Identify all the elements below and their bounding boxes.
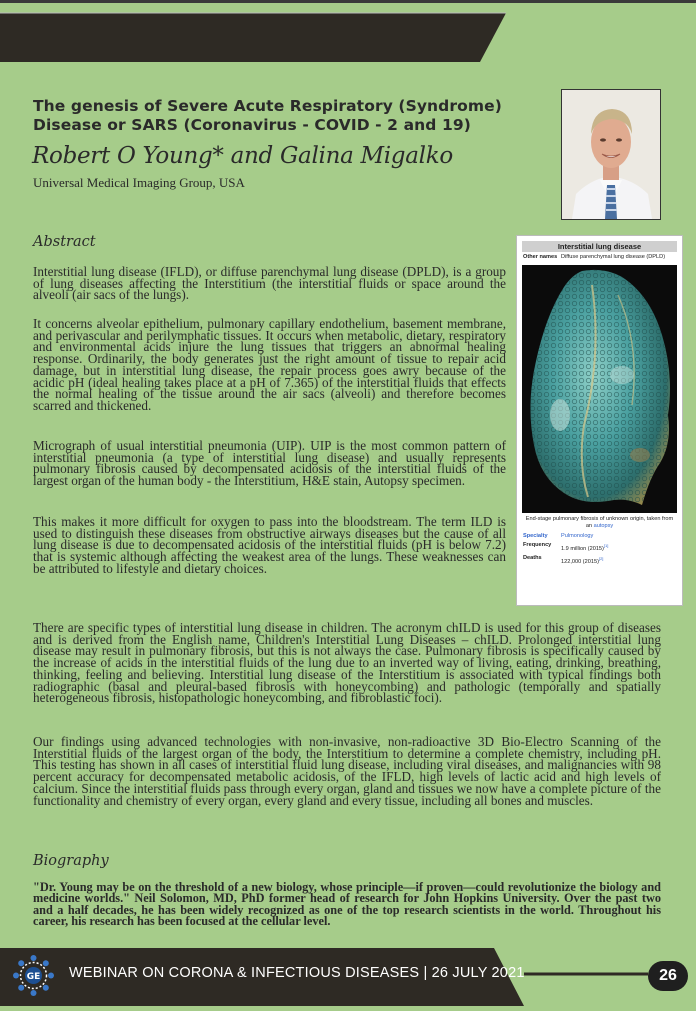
infobox-label[interactable]: Specialty bbox=[523, 533, 548, 539]
infobox-label: Other names bbox=[523, 254, 558, 260]
infobox-row-other-names bbox=[523, 254, 676, 261]
biography-text: "Dr. Young may be on the threshold of a new biology, whose principle—if proven—could revolutionize the biology and medicine worlds." Neil Solomon, MD, PhD former head of research for John Hopkins University. Over the past two and a half decades, he has been widely recognized as one of the top research scientists in the world. Throughout his career, his research has been focused at the cellular level. bbox=[33, 880, 661, 928]
biography-heading: Biography bbox=[33, 853, 109, 869]
abstract-heading: Abstract bbox=[33, 234, 96, 250]
reference-link[interactable]: [2] bbox=[598, 555, 604, 561]
infobox-row-frequency bbox=[523, 542, 676, 553]
conference-logo bbox=[13, 955, 54, 996]
affiliation: Universal Medical Imaging Group, USA bbox=[33, 175, 245, 190]
abstract-paragraph: Micrograph of usual interstitial pneumonia (UIP). UIP is the most common pattern of interstitial pneumonia (a type of interstitial lung disease) and usually represents pulmonary fibrosis caused by decompensated acidosis of the interstitial fluids of the largest organ of the human body - the Interstitium, H&E stain, Autopsy specimen. bbox=[33, 438, 506, 489]
infobox-row-specialty bbox=[523, 533, 676, 540]
autopsy-link[interactable]: autopsy bbox=[593, 523, 614, 529]
abstract-paragraph: Our findings using advanced technologies with non-invasive, non-radioactive 3D Bio-Electro Scanning of the Interstitial fluids of the largest organ of the body, the Interstitium to determine a complete chemistry, including pH. This testing has shown in all cases of interstitial fluid lung disease, including viral diseases, and malignancies with 98 percent accuracy for decompensated metabolic acidosis, of the IFLD, high levels of lactic acid and high levels of calcium. Since the interstitial fluids pass through every organ, gland and tissues we now have a complete picture of the functionality and chemistry of every organ, every gland and every tissue, including all bones and muscles. bbox=[33, 734, 661, 808]
logo-text: GE bbox=[26, 972, 41, 982]
specialty-link[interactable]: Pulmonology bbox=[561, 533, 594, 539]
footer-title: WEBINAR ON CORONA & INFECTIOUS DISEASES | 26 JULY 2021 bbox=[69, 965, 525, 981]
abstract-paragraph: Interstitial lung disease (IFLD), or diffuse parenchymal lung disease (DPLD), is a group of lung diseases affecting the Interstitium (the interstitial fluids or space around the alveoli (air sacs of the lungs). bbox=[33, 264, 506, 303]
caption-text: End-stage pulmonary fibrosis of unknown origin, taken from an bbox=[525, 516, 674, 529]
deaths-value: 122,000 (2015) bbox=[561, 558, 599, 565]
infobox-label: Deaths bbox=[523, 554, 542, 561]
author-photo bbox=[561, 89, 661, 220]
infobox-row-deaths bbox=[523, 555, 676, 566]
page-number: 26 bbox=[648, 961, 688, 991]
infobox-caption bbox=[523, 516, 676, 530]
reference-link[interactable]: [1] bbox=[603, 543, 609, 548]
lung-specimen-image bbox=[522, 265, 677, 513]
abstract-paragraph: This makes it more difficult for oxygen to pass into the bloodstream. The term ILD is used to distinguish these diseases from obstructive airways diseases but the cause of all lung disease is due to decompensated acidosis of the interstitial fluids (pH is below 7.2) that is systemic although affecting the weakest area of the lungs. These weaknesses can be attributed to lifestyle and dietary choices. bbox=[33, 514, 506, 576]
infobox-title: Interstitial lung disease bbox=[522, 241, 677, 252]
infobox-label: Frequency bbox=[523, 542, 552, 548]
authors: Robert O Young* and Galina Migalko bbox=[32, 143, 453, 169]
infobox-value: Diffuse parenchymal lung disease (DPLD) bbox=[561, 254, 666, 260]
abstract-paragraph: It concerns alveolar epithelium, pulmonary capillary endothelium, basement membrane, and perivascular and perilymphatic tissues. It occurs when metabolic, dietary, respiratory and environmental acids injure the lung tissues that triggers an abnormal healing response. Ordinarily, the body generates just the right amount of tissue to repair acid damage, but in interstitial lung disease, the repair process goes awry because of the acidic pH (ideal healing takes place at a pH of 7.365) of the interstitial fluids that effects the normal healing of the tissue around the air sacs (alveoli) and therefore becomes scarred and thickened. bbox=[33, 316, 506, 413]
abstract-paragraph: There are specific types of interstitial lung disease in children. The acronym chILD is used for this group of diseases and is derived from the English name, Children's Interstitial Lung Diseases – chILD. Prolonged interstitial lung disease may result in pulmonary fibrosis, but this is not always the case. Pulmonary fibrosis is specifically caused by the increase of acids in the interstitial fluids of the lung due to an inverted way of living, eating, drinking, breathing, thinking, feeling and believing. Interstitial lung disease of the Interstitium is associated with typical findings both radiographic (basal and pleural-based fibrosis with honeycombing) and pathologic (temporally and spatially heterogeneous fibrosis, histopathologic honeycombing, and fibroblastic foci). bbox=[33, 620, 661, 706]
infobox bbox=[516, 235, 683, 606]
frequency-value: 1.9 million (2015) bbox=[561, 545, 604, 552]
article-title: The genesis of Severe Acute Respiratory (Syndrome) Disease or SARS (Coronavirus - COVID - 2 and 19) bbox=[33, 97, 502, 134]
header-banner bbox=[0, 0, 696, 62]
